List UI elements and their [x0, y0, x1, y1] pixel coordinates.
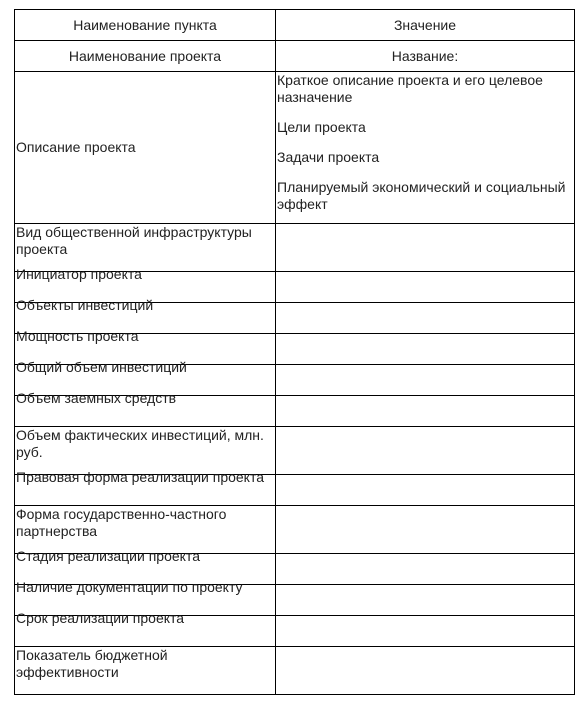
table-row	[15, 475, 575, 506]
row-label-legal-form: Правовая форма реализации проекта	[15, 475, 276, 506]
row-value-legal-form	[276, 475, 575, 506]
row-value-investment-objects	[276, 303, 575, 334]
row-value-infrastructure-type	[276, 224, 575, 272]
description-label: Описание проекта	[15, 72, 276, 224]
header-item-name: Наименование пункта	[15, 10, 276, 41]
row-label-budget-efficiency: Показатель бюджетной эффективности	[15, 647, 276, 695]
project-name-value: Название:	[276, 41, 575, 72]
row-label-initiator: Инициатор проекта	[15, 272, 276, 303]
description-effect: Планируемый экономический и социальный эффект	[277, 179, 566, 212]
row-value-capacity	[276, 334, 575, 365]
table-row	[15, 224, 575, 272]
table-row	[15, 427, 575, 475]
row-label-stage: Стадия реализации проекта	[15, 554, 276, 585]
row-label-total-investment: Общий объем инвестиций	[15, 365, 276, 396]
table-row-description	[15, 72, 575, 224]
description-short: Краткое описание проекта и его целевое назначение	[277, 72, 543, 105]
project-name-label: Наименование проекта	[15, 41, 276, 72]
table-header-row	[15, 10, 575, 41]
description-goals: Цели проекта	[277, 119, 366, 135]
table-row	[15, 396, 575, 427]
row-value-actual-investment	[276, 427, 575, 475]
row-label-documentation: Наличие документации по проекту	[15, 585, 276, 616]
row-value-documentation	[276, 585, 575, 616]
row-value-initiator	[276, 272, 575, 303]
row-value-total-investment	[276, 365, 575, 396]
row-value-stage	[276, 554, 575, 585]
table-row-project-name	[15, 41, 575, 72]
project-passport-table	[14, 9, 575, 695]
row-value-budget-efficiency	[276, 647, 575, 695]
table-row	[15, 616, 575, 647]
row-label-infrastructure-type: Вид общественной инфраструктуры проекта	[15, 224, 276, 272]
row-value-borrowed-funds	[276, 396, 575, 427]
row-label-actual-investment: Объем фактических инвестиций, млн. руб.	[15, 427, 276, 475]
row-label-capacity: Мощность проекта	[15, 334, 276, 365]
description-tasks: Задачи проекта	[277, 149, 380, 165]
description-values	[276, 72, 575, 224]
row-label-ppp-form: Форма государственно-частного партнерства	[15, 506, 276, 554]
table-row	[15, 647, 575, 695]
row-label-term: Срок реализации проекта	[15, 616, 276, 647]
header-value: Значение	[276, 10, 575, 41]
table-row	[15, 506, 575, 554]
row-label-borrowed-funds: Объем заемных средств	[15, 396, 276, 427]
row-value-ppp-form	[276, 506, 575, 554]
row-label-investment-objects: Объекты инвестиций	[15, 303, 276, 334]
row-value-term	[276, 616, 575, 647]
